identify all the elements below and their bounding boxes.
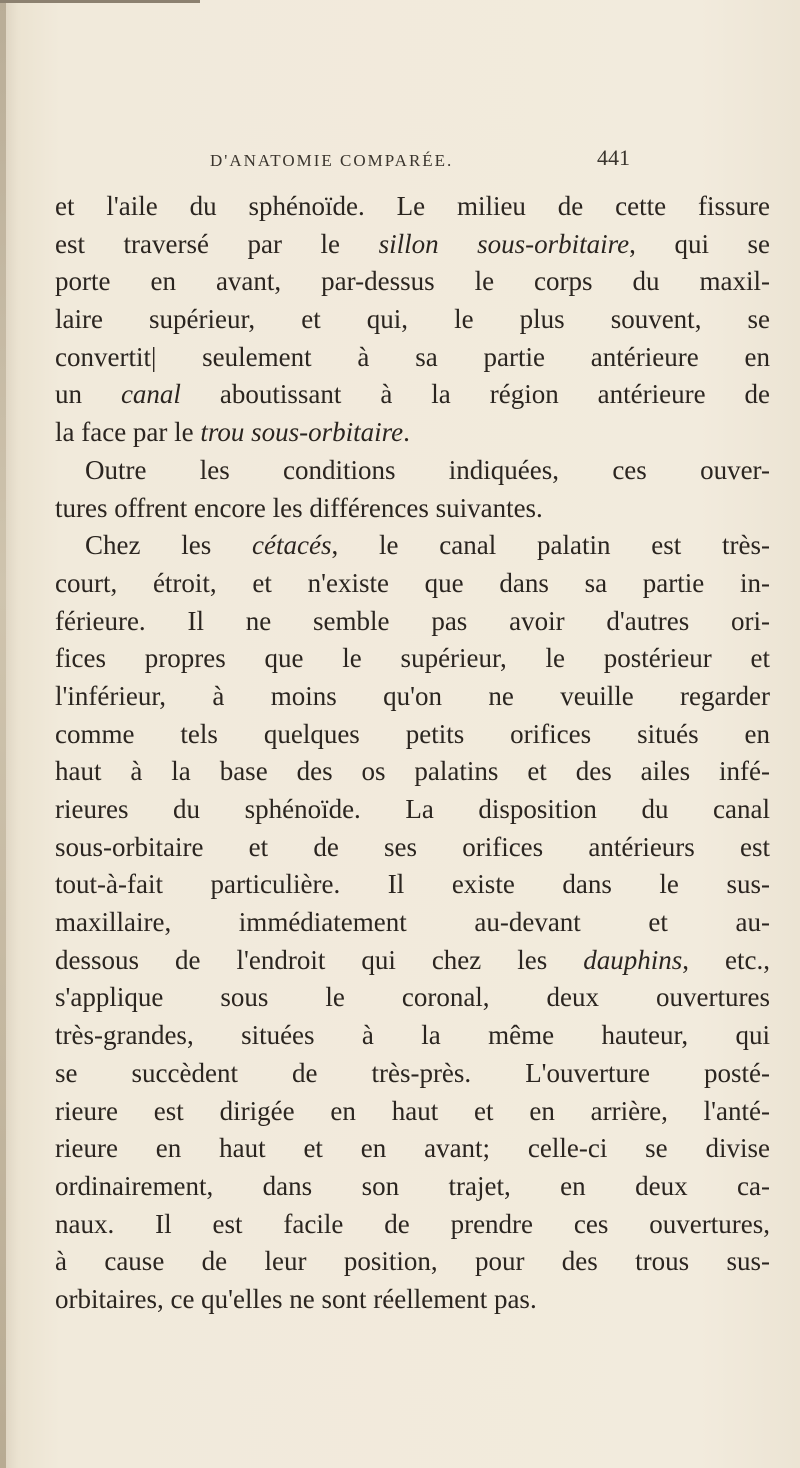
text-line: [55, 1206, 770, 1244]
text-line: [55, 904, 770, 942]
text-run: rieures du sphénoïde. La disposition du canal: [55, 794, 770, 824]
text-line: [55, 979, 770, 1017]
text-run: à cause de leur position, pour des trous sus-: [55, 1246, 770, 1277]
text-run: la face par le: [55, 417, 201, 448]
text-line: [55, 226, 770, 264]
text-line: [55, 1055, 770, 1093]
text-line: [55, 452, 770, 490]
text-run: un: [55, 379, 121, 410]
text-line: [55, 678, 770, 716]
running-title: D'ANATOMIE COMPARÉE.: [210, 151, 454, 170]
italic-term: dauphins: [583, 944, 683, 975]
text-run: tures offrent encore les différences suivantes.: [55, 492, 543, 523]
italic-term: cétacés: [252, 530, 332, 561]
page-number: 441: [597, 145, 630, 170]
text-run: fices propres que le supérieur, le postérieur et: [55, 643, 770, 674]
text-run: .: [403, 417, 410, 448]
text-run: tout-à-fait particulière. Il existe dans le sus-: [55, 869, 770, 900]
text-run: convertit| seulement à sa partie antérieure en: [55, 341, 770, 372]
italic-term: trou sous-orbitaire: [200, 417, 404, 448]
text-line: [55, 866, 770, 904]
text-line: [55, 753, 770, 791]
text-run: férieure. Il ne semble pas avoir d'autres ori-: [55, 605, 770, 636]
text-run: s'applique sous le coronal, deux ouvertures: [55, 982, 770, 1013]
text-run: aboutissant à la région antérieure de: [180, 379, 770, 410]
text-line: [55, 376, 770, 414]
text-line: [55, 1130, 770, 1168]
text-run: comme tels quelques petits orifices situés en: [55, 718, 770, 749]
text-run: Chez les: [85, 530, 253, 561]
text-line: [55, 263, 770, 301]
text-run: très-grandes, situées à la même hauteur, qui: [55, 1020, 770, 1051]
text-line: [55, 1017, 770, 1055]
text-run: porte en avant, par-dessus le corps du maxil-: [55, 266, 770, 297]
text-run: dessous de l'endroit qui chez les: [55, 944, 584, 975]
text-run: , etc.,: [682, 944, 770, 975]
text-run: sous-orbitaire et de ses orifices antérieurs est: [55, 831, 770, 862]
top-edge-rule: [0, 0, 200, 3]
italic-term: sillon sous-orbitaire: [378, 228, 630, 259]
text-run: rieure est dirigée en haut et en arrière, l'anté-: [55, 1095, 770, 1126]
text-line: [55, 1281, 770, 1319]
text-line: [55, 1168, 770, 1206]
text-run: se succèdent de très-près. L'ouverture posté-: [55, 1057, 770, 1088]
text-run: haut à la base des os palatins et des ailes infé-: [55, 756, 770, 787]
text-line: [55, 791, 770, 829]
text-line: [55, 414, 770, 452]
page-gutter-edge: [0, 0, 6, 1468]
text-run: rieure en haut et en avant; celle-ci se divise: [55, 1133, 770, 1164]
text-run: ordinairement, dans son trajet, en deux ca-: [55, 1170, 770, 1201]
text-line: [55, 527, 770, 565]
text-line: [55, 339, 770, 377]
text-run: orbitaires, ce qu'elles ne sont réellement pas.: [55, 1283, 537, 1314]
body-text: [55, 188, 770, 1319]
text-run: , qui se: [629, 228, 770, 259]
text-run: Outre les conditions indiquées, ces ouver-: [85, 454, 770, 485]
text-line: [55, 1243, 770, 1281]
text-run: maxillaire, immédiatement au-devant et au-: [55, 907, 770, 938]
text-line: [55, 640, 770, 678]
text-run: , le canal palatin est très-: [331, 530, 770, 561]
text-run: laire supérieur, et qui, le plus souvent, se: [55, 304, 770, 335]
text-run: l'inférieur, à moins qu'on ne veuille regarder: [55, 680, 770, 711]
text-line: [55, 829, 770, 867]
text-line: [55, 188, 770, 226]
italic-term: canal: [120, 379, 181, 410]
text-run: est traversé par le: [55, 228, 379, 259]
text-line: [55, 603, 770, 641]
text-line: [55, 565, 770, 603]
page-header: [210, 145, 630, 177]
text-run: et l'aile du sphénoïde. Le milieu de cette fissure: [55, 191, 770, 221]
text-line: [55, 1093, 770, 1131]
text-run: court, étroit, et n'existe que dans sa partie in-: [55, 567, 770, 598]
text-line: [55, 490, 770, 528]
text-line: [55, 942, 770, 980]
text-run: naux. Il est facile de prendre ces ouvertures,: [55, 1208, 770, 1239]
text-line: [55, 716, 770, 754]
text-line: [55, 301, 770, 339]
